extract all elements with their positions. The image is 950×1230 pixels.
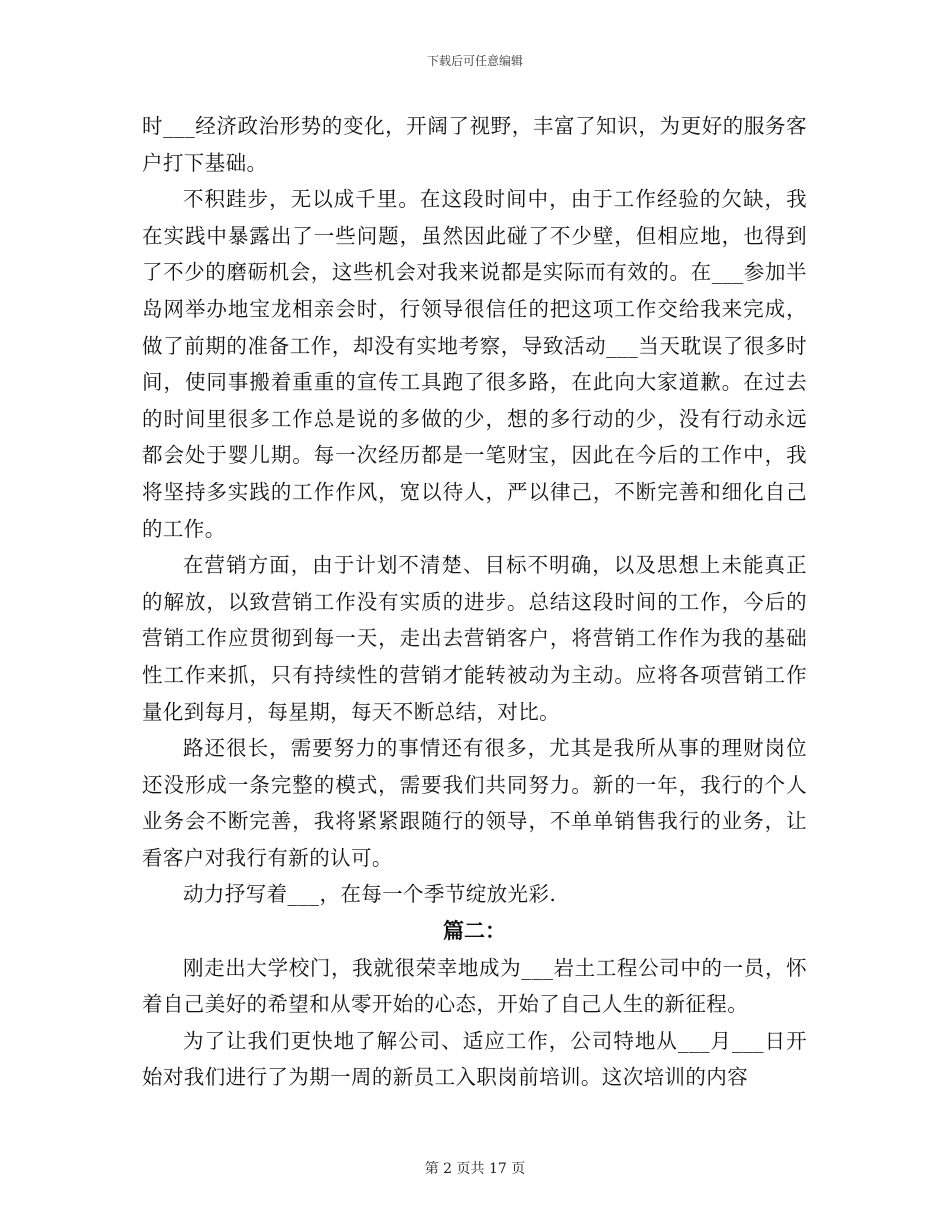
paragraph-experience: 不积跬步，无以成千里。在这段时间中，由于工作经验的欠缺，我在实践中暴露出了一些问题，虽然因此碰了不少壁，但相应地，也得到了不少的磨砺机会，这些机会对我来说都是实际而有效的。在___参加半岛网举办地宝龙相亲会时，行领导很信任的把这项工作交给我来完成，做了前期的准备工作，却没有实地考察，导致活动___当天耽误了很多时间，使同事搬着重重的宣传工具跑了很多路，在此向大家道歉。在过去的时间里很多工作总是说的多做的少，想的多行动的少，没有行动永远都会处于婴儿期。每一次经历都是一笔财宝，因此在今后的工作中，我将坚持多实践的工作作风，宽以待人，严以律己，不断完善和细化自己的工作。 bbox=[142, 187, 807, 541]
paragraph-section-intro: 刚走出大学校门，我就很荣幸地成为___岩土工程公司中的一员，怀着自己美好的希望和从零开始的心态，开始了自己人生的新征程。 bbox=[142, 955, 807, 1017]
page-number: 第 2 页共 17 页 bbox=[424, 1161, 526, 1177]
paragraph-continuation: 时___经济政治形势的变化，开阔了视野，丰富了知识，为更好的服务客户打下基础。 bbox=[142, 114, 807, 175]
paragraph-marketing: 在营销方面，由于计划不清楚、目标不明确，以及思想上未能真正的解放，以致营销工作没有实质的进步。总结这段时间的工作，今后的营销工作应贯彻到每一天，走出去营销客户，将营销工作作为我的基础性工作来抓，只有持续性的营销才能转被动为主动。应将各项营销工作量化到每月，每星期，每天不断总结，对比。 bbox=[142, 553, 807, 724]
section-title: 篇二： bbox=[443, 918, 506, 944]
page-header: 下载后可任意编辑 bbox=[426, 54, 523, 68]
document-body bbox=[142, 108, 807, 1096]
paragraph-closing: 动力抒写着___，在每一个季节绽放光彩. bbox=[183, 882, 557, 907]
paragraph-section-training: 为了让我们更快地了解公司、适应工作，公司特地从___月___日开始对我们进行了为期一周的新员工入职岗前培训。这次培训的内容 bbox=[142, 1028, 807, 1090]
paragraph-future: 路还很长，需要努力的事情还有很多，尤其是我所从事的理财岗位还没形成一条完整的模式，需要我们共同努力。新的一年，我行的个人业务会不断完善，我将紧紧跟随行的领导，不单单销售我行的业务，让看客户对我行有新的认可。 bbox=[142, 736, 807, 870]
